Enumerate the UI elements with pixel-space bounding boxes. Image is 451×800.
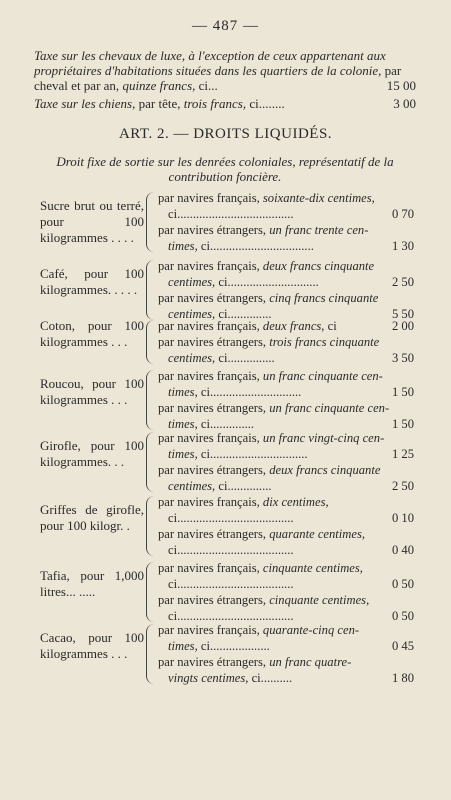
- rate-text: par navires français,: [158, 495, 263, 509]
- product-label: Griffes de girofle, pour 100 kilogr. .: [40, 502, 144, 533]
- horse-tax-rate: par cheval et par an,: [34, 63, 402, 93]
- rate-line: [168, 478, 414, 494]
- rate-text: par navires étrangers,: [158, 335, 270, 349]
- rate-ci: ci...............: [218, 351, 275, 365]
- rate-line: [168, 542, 414, 558]
- rate-line: [168, 238, 414, 254]
- rate-text: ci.....................................: [168, 543, 294, 557]
- rate-text: par navires français,: [158, 369, 263, 383]
- rate-ci: ci...............................: [200, 447, 308, 461]
- rate-line: [168, 670, 414, 686]
- rate-ci: ci..............: [218, 479, 272, 493]
- rate-ci: ci..............: [218, 307, 272, 321]
- rate-line: [158, 290, 414, 306]
- brace: [146, 260, 157, 320]
- rate-text: ci.....................................: [168, 207, 294, 221]
- horse-tax-words: quinze francs,: [122, 78, 196, 93]
- rate-line: [168, 384, 414, 400]
- rate-line: [158, 494, 414, 510]
- rate-text: par navires étrangers,: [158, 593, 270, 607]
- rate-words: soixante-dix centimes,: [262, 191, 375, 205]
- rate-amount: 1 50: [391, 385, 414, 399]
- rate-line: [168, 510, 414, 526]
- rate-words: times,: [168, 239, 201, 253]
- rate-words: un franc vingt-cinq cen-: [262, 431, 385, 445]
- horse-tax-text: Taxe sur les chevaux de luxe, à l'exception de ceux appartenant aux propriétaires d'habitations situées dans les quartiers de la colonie,: [34, 48, 386, 78]
- rate-words: times,: [168, 639, 201, 653]
- rate-amount: 0 40: [391, 543, 414, 557]
- rate-line: [158, 222, 414, 238]
- rate-text: par navires étrangers,: [158, 291, 270, 305]
- rate-amount: 2 50: [391, 275, 414, 289]
- rate-line: [168, 206, 414, 222]
- rate-words: times,: [168, 385, 201, 399]
- rate-text: par navires étrangers,: [158, 401, 270, 415]
- rate-text: par navires étrangers,: [158, 223, 270, 237]
- rate-text: ci.....................................: [168, 511, 294, 525]
- rate-ci: ci..........: [251, 671, 293, 685]
- rate-amount: 0 50: [391, 609, 414, 623]
- brace: [146, 624, 157, 684]
- rate-line: [158, 462, 414, 478]
- horse-tax-amount: 15 00: [386, 78, 416, 93]
- dog-tax-text: Taxe sur les chiens,: [34, 96, 136, 111]
- rate-text: par navires français,: [158, 319, 263, 333]
- rate-ci: ci.............................: [200, 385, 302, 399]
- rate-words: trois francs cinquante: [269, 335, 380, 349]
- rate-line: [158, 654, 414, 670]
- rate-text: par navires français,: [158, 259, 263, 273]
- dog-tax-rate: par tête,: [138, 96, 181, 111]
- rate-words: times,: [168, 447, 201, 461]
- rate-words: cinquante centimes,: [269, 593, 370, 607]
- rate-words: un franc cinquante cen-: [262, 369, 383, 383]
- rate-text: par navires français,: [158, 561, 263, 575]
- rate-line: [168, 274, 414, 290]
- rate-line: [158, 318, 414, 334]
- rate-amount: 0 50: [391, 577, 414, 591]
- rate-text: par navires français,: [158, 431, 263, 445]
- rate-amount: 1 30: [391, 239, 414, 253]
- rate-ci: ci...................: [200, 639, 270, 653]
- rate-line: [158, 430, 414, 446]
- article-subtitle: Droit fixe de sortie sur les denrées coloniales, représentatif de la contribution foncière.: [56, 154, 394, 184]
- brace: [146, 320, 157, 364]
- brace: [146, 192, 157, 252]
- brace: [146, 562, 157, 622]
- rate-line: [158, 334, 414, 350]
- dog-tax-ci: ci........: [249, 96, 285, 111]
- rate-amount: 1 80: [391, 671, 414, 685]
- rate-amount: 2 00: [391, 319, 414, 333]
- rate-words: centimes,: [168, 479, 219, 493]
- article-title: ART. 2. — DROITS LIQUIDÉS.: [118, 126, 333, 142]
- rate-words: quarante centimes,: [269, 527, 366, 541]
- rate-amount: 1 25: [391, 447, 414, 461]
- rate-line: [158, 368, 414, 384]
- rate-ci: ci.................................: [200, 239, 314, 253]
- rate-line: [158, 560, 414, 576]
- product-label: Girofle, pour 100 kilogrammes. . .: [40, 438, 144, 469]
- rate-line: [168, 350, 414, 366]
- rate-words: centimes,: [168, 307, 219, 321]
- rate-text: par navires étrangers,: [158, 527, 270, 541]
- rate-words: un franc cinquante cen-: [269, 401, 390, 415]
- page-number: — 487 —: [192, 18, 259, 34]
- rate-amount: 1 50: [391, 417, 414, 431]
- rate-amount: 0 10: [391, 511, 414, 525]
- rate-text: par navires étrangers,: [158, 655, 270, 669]
- rate-amount: 0 70: [391, 207, 414, 221]
- rate-words: un franc quatre-: [269, 655, 352, 669]
- product-label: Roucou, pour 100 kilogrammes . . .: [40, 376, 144, 407]
- rate-text: par navires français,: [158, 191, 263, 205]
- product-label: Tafia, pour 1,000 litres... .....: [40, 568, 144, 599]
- product-label: Coton, pour 100 kilogrammes . . .: [40, 318, 144, 349]
- rate-ci: ci.............................: [218, 275, 319, 289]
- rate-words: deux francs,: [262, 319, 328, 333]
- brace: [146, 496, 157, 556]
- rate-words: deux francs cinquante: [269, 463, 381, 477]
- brace: [146, 432, 157, 492]
- rate-ci: ci..............: [200, 417, 255, 431]
- rate-words: deux francs cinquante: [262, 259, 375, 273]
- rate-words: dix centimes,: [262, 495, 329, 509]
- rate-words: centimes,: [168, 351, 219, 365]
- horse-tax-ci: ci...: [198, 78, 218, 93]
- rate-words: un franc trente cen-: [269, 223, 369, 237]
- dog-tax-row: [34, 96, 416, 112]
- rate-words: centimes,: [168, 275, 219, 289]
- rate-line: [168, 576, 414, 592]
- rate-line: [158, 622, 414, 638]
- dog-tax-amount: 3 00: [393, 96, 416, 111]
- rate-text: ci.....................................: [168, 609, 294, 623]
- product-label: Cacao, pour 100 kilogrammes . . .: [40, 630, 144, 661]
- rate-amount: 3 50: [391, 351, 414, 365]
- product-label: Café, pour 100 kilogrammes. . . . .: [40, 266, 144, 297]
- rate-line: [158, 258, 414, 274]
- rate-amount: 2 50: [391, 479, 414, 493]
- rate-text: ci.....................................: [168, 577, 294, 591]
- rate-words: cinq francs cinquante: [269, 291, 379, 305]
- horse-tax-paragraph: [34, 48, 416, 93]
- rate-amount: 0 45: [391, 639, 414, 653]
- rate-line: [168, 638, 414, 654]
- brace: [146, 370, 157, 430]
- rate-line: [158, 400, 414, 416]
- rate-words: quarante-cinq cen-: [262, 623, 360, 637]
- dog-tax-words: trois francs,: [183, 96, 247, 111]
- rate-text: par navires français,: [158, 623, 263, 637]
- rate-words: cinquante centimes,: [262, 561, 363, 575]
- rate-line: [158, 190, 414, 206]
- product-label: Sucre brut ou terré, pour 100 kilogrammes . . . .: [40, 198, 144, 245]
- rate-line: [158, 592, 414, 608]
- rate-amount: 5 50: [391, 307, 414, 321]
- rate-line: [158, 526, 414, 542]
- rate-words: times,: [168, 417, 201, 431]
- rate-text: par navires étrangers,: [158, 463, 270, 477]
- rate-words: vingts centimes,: [168, 671, 252, 685]
- rate-ci: ci: [327, 319, 337, 333]
- rate-line: [168, 446, 414, 462]
